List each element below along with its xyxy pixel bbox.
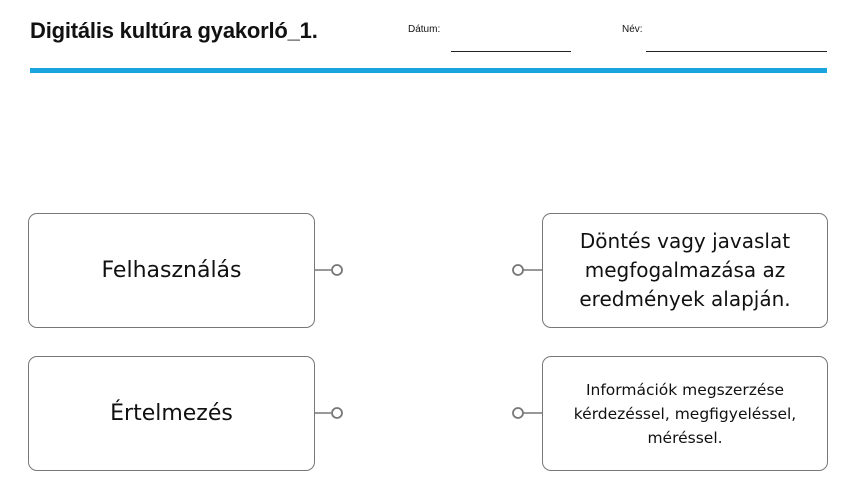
connector-handle-left-2[interactable] — [315, 406, 347, 420]
date-label: Dátum: — [408, 24, 441, 35]
name-label: Név: — [622, 24, 643, 35]
connector-handle-right-2[interactable] — [511, 406, 543, 420]
connector-handle-right-1[interactable] — [511, 263, 543, 277]
match-item-left-2[interactable] — [28, 356, 315, 471]
page-title: Digitális kultúra gyakorló_1. — [30, 18, 318, 43]
match-item-right-2[interactable] — [542, 356, 828, 471]
match-item-label: Információk megszerzése kérdezéssel, megfigyeléssel, méréssel. — [573, 380, 797, 447]
match-item-label: Döntés vagy javaslat megfogalmazása az eredmények alapján. — [579, 229, 791, 311]
match-item-label: Felhasználás — [101, 258, 242, 283]
match-item-left-1[interactable] — [28, 213, 315, 328]
header-divider — [30, 68, 827, 73]
match-item-right-1[interactable] — [542, 213, 828, 328]
connector-handle-left-1[interactable] — [315, 263, 347, 277]
date-answer-line[interactable] — [451, 51, 571, 52]
match-item-label: Értelmezés — [110, 401, 233, 426]
name-answer-line[interactable] — [646, 51, 827, 52]
